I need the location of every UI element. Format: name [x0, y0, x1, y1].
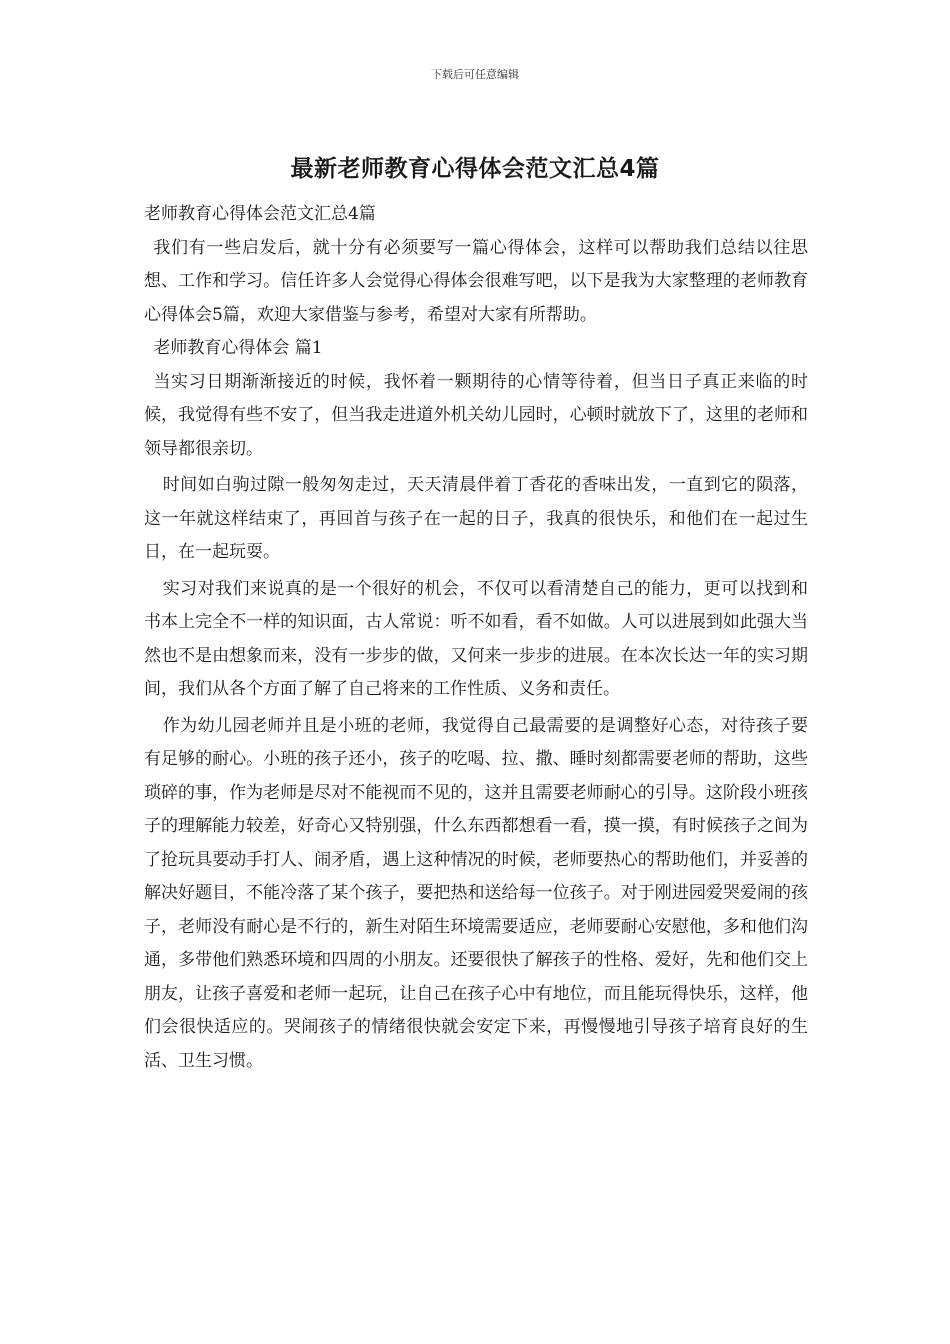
document-title: 最新老师教育心得体会范文汇总4篇 — [290, 156, 660, 182]
intro-paragraph: 我们有一些启发后，就十分有必须要写一篇心得体会，这样可以帮助我们总结以往思想、工作和学习。信任许多人会觉得心得体会很难写吧，以下是我为大家整理的老师教育心得体会5篇，欢迎大家借鉴与参考，希望对大家有所帮助。 — [144, 237, 808, 325]
document-subtitle: 老师教育心得体会范文汇总4篇 — [144, 204, 376, 224]
paragraph: 作为幼儿园老师并且是小班的老师，我觉得自己最需要的是调整好心态，对待孩子要有足够的耐心。小班的孩子还小，孩子的吃喝、拉、撒、睡时刻都需要老师的帮助，这些琐碎的事，作为老师是尽对不能视而不见的，这并且需要老师耐心的引导。这阶段小班孩子的理解能力较差，好奇心又特别强，什么东西都想看一看，摸一摸，有时候孩子之间为了抢玩具要动手打人、闹矛盾，遇上这种情况的时候，老师要热心的帮助他们，并妥善的解决好题目，不能冷落了某个孩子，要把热和送给每一位孩子。对于刚进园爱哭爱闹的孩子，老师没有耐心是不行的，新生对陌生环境需要适应，老师要耐心安慰他，多和他们沟通，多带他们熟悉环境和四周的小朋友。还要很快了解孩子的性格、爱好，先和他们交上朋友，让孩子喜爱和老师一起玩，让自己在孩子心中有地位，而且能玩得快乐，这样，他们会很快适应的。哭闹孩子的情绪很快就会安定下来，再慢慢地引导孩子培育良好的生活、卫生习惯。 — [144, 715, 808, 1071]
paragraph: 当实习日期渐渐接近的时候，我怀着一颗期待的心情等待着，但当日子真正来临的时候，我觉得有些不安了，但当我走进道外机关幼儿园时，心顿时就放下了，这里的老师和领导都很亲切。 — [144, 371, 808, 459]
document-body — [144, 198, 808, 1078]
paragraph: 时间如白驹过隙一般匆匆走过，天天清晨伴着丁香花的香味出发，一直到它的陨落，这一年就这样结束了，再回首与孩子在一起的日子，我真的很快乐，和他们在一起过生日，在一起玩耍。 — [144, 475, 808, 562]
section-heading: 老师教育心得体会 篇1 — [153, 338, 323, 358]
paragraph: 实习对我们来说真的是一个很好的机会，不仅可以看清楚自己的能力，更可以找到和书本上完全不一样的知识面，古人常说：听不如看，看不如做。人可以进展到如此强大当然也不是由想象而来，没有一步步的做，又何来一步步的进展。在本次长达一年的实习期间，我们从各个方面了解了自己将来的工作性质、义务和责任。 — [144, 578, 808, 699]
header-note: 下载后可任意编辑 — [431, 68, 519, 81]
